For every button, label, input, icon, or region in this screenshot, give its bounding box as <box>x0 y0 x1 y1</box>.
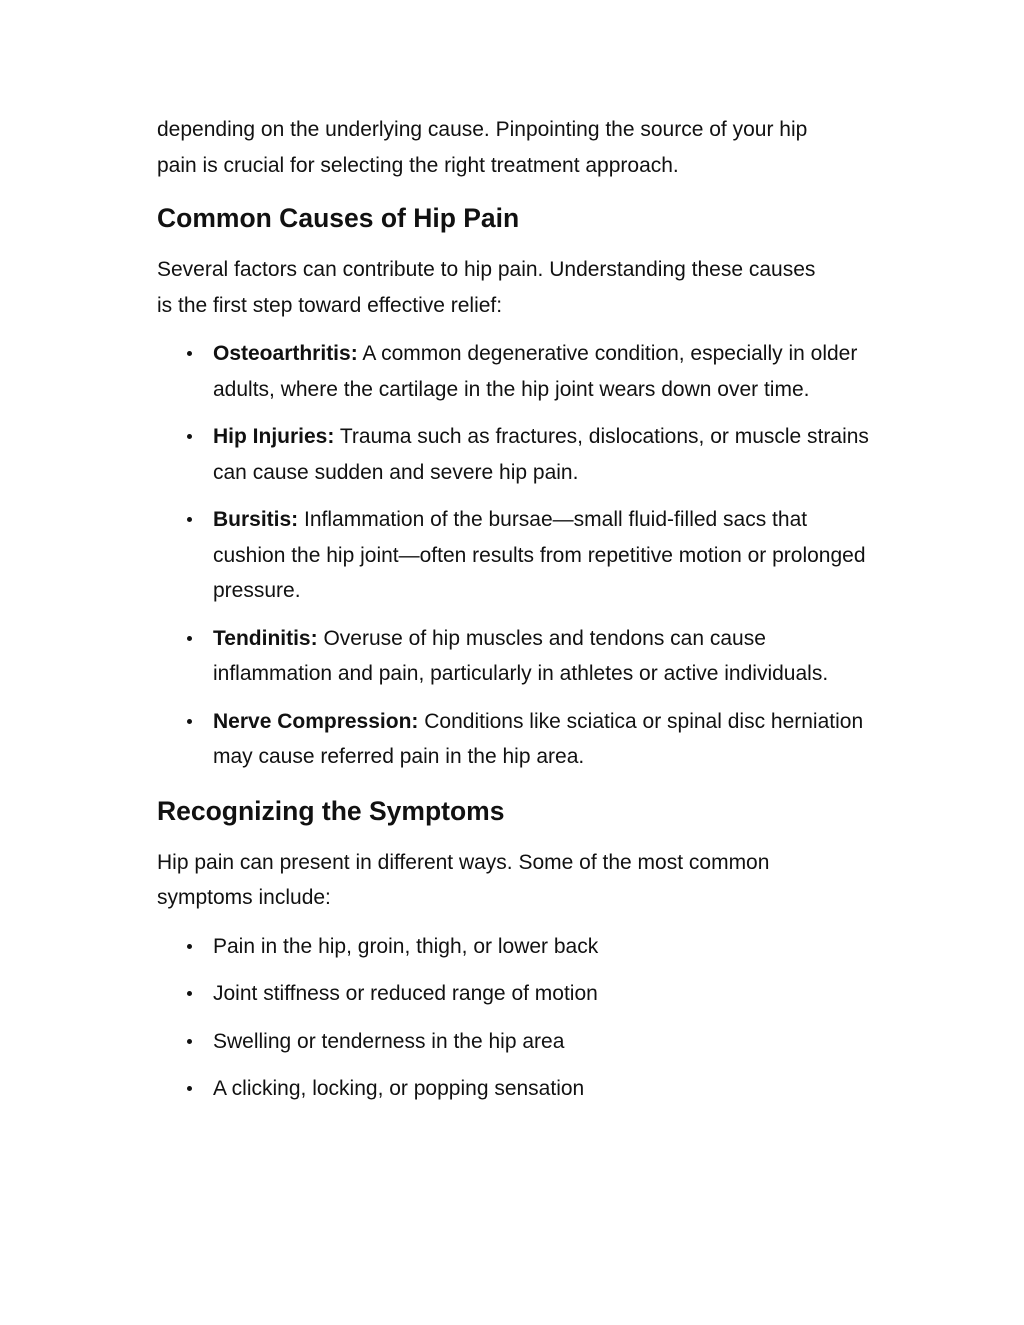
list-item-term: Bursitis: <box>213 508 299 531</box>
list-item-term: Tendinitis: <box>213 626 318 650</box>
list-item <box>157 419 872 490</box>
bullet-icon <box>187 636 192 641</box>
list-item-term: Hip Injuries: <box>213 425 335 448</box>
causes-heading: Common Causes of Hip Pain <box>157 203 520 233</box>
list-item-text: A common degenerative condition, especially in older adults, where the cartilage in the hip joint wears down over time. <box>213 342 858 401</box>
list-item-term: Nerve Compression: <box>213 709 419 733</box>
list-item-text: Overuse of hip muscles and tendons can cause inflammation and pain, particularly in athletes or active individuals. <box>213 626 829 685</box>
list-item <box>157 1024 872 1060</box>
list-item <box>157 502 872 609</box>
bullet-icon <box>187 434 192 439</box>
causes-list <box>157 336 872 775</box>
bullet-icon <box>187 1039 192 1044</box>
bullet-icon <box>187 944 192 949</box>
bullet-icon <box>187 991 192 996</box>
list-item-text: Conditions like sciatica or spinal disc herniation may cause referred pain in the hip area. <box>213 709 864 768</box>
symptoms-lead-paragraph: Hip pain can present in different ways. Some of the most common symptoms include: <box>157 850 770 909</box>
bullet-icon <box>187 719 192 724</box>
list-item-term: Osteoarthritis: <box>213 342 358 365</box>
list-item <box>157 621 872 692</box>
symptoms-list <box>157 929 872 1107</box>
list-item <box>157 1071 872 1107</box>
list-item <box>157 976 872 1012</box>
causes-lead-paragraph: Several factors can contribute to hip pain. Understanding these causes is the first step toward effective relief: <box>157 258 816 317</box>
list-item <box>157 336 872 407</box>
bullet-icon <box>187 351 192 356</box>
bullet-icon <box>187 1086 192 1091</box>
list-item-text: Pain in the hip, groin, thigh, or lower back <box>213 934 599 958</box>
list-item <box>157 929 872 965</box>
document-page <box>157 112 872 1107</box>
list-item-text: Swelling or tenderness in the hip area <box>213 1029 565 1053</box>
list-item-text: A clicking, locking, or popping sensation <box>213 1077 585 1100</box>
list-item-text: Trauma such as fractures, dislocations, or muscle strains can cause sudden and severe hip pain. <box>213 425 869 484</box>
list-item-text: Inflammation of the bursae—small fluid-filled sacs that cushion the hip joint—often results from repetitive motion or prolonged pressure. <box>213 508 866 602</box>
symptoms-heading: Recognizing the Symptoms <box>157 795 505 826</box>
bullet-icon <box>187 517 192 522</box>
list-item <box>157 704 872 775</box>
list-item-text: Joint stiffness or reduced range of motion <box>213 982 598 1005</box>
intro-paragraph: depending on the underlying cause. Pinpointing the source of your hip pain is crucial for selecting the right treatment approach. <box>157 118 808 177</box>
